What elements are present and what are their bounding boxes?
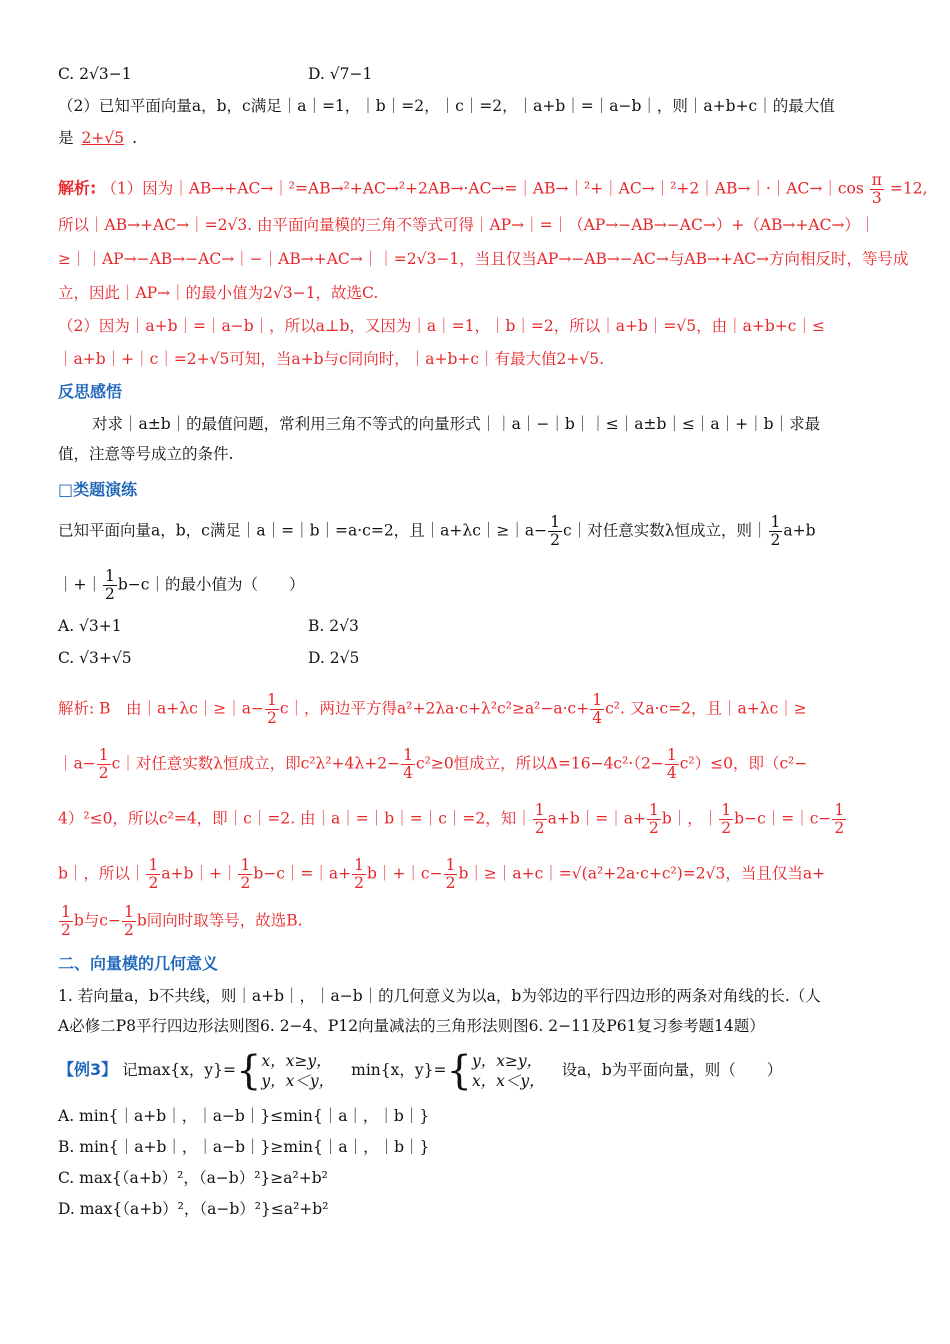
frac-den: 2: [98, 764, 109, 782]
question-2-answer: [58, 128, 892, 148]
practice-question-line-2: [58, 568, 892, 603]
reflection-text-2: 值，注意等号成立的条件.: [58, 445, 234, 463]
frac-quarter: [665, 747, 679, 782]
pq-text-c: a+b: [783, 521, 816, 540]
practice-solution-line-5: [58, 904, 892, 939]
frac-den: 2: [834, 819, 845, 837]
example-3-question: 设a，b为平面向量，则（ ）: [561, 1061, 783, 1079]
ps-text: c². 又a·c=2，且｜a+λc｜≥: [605, 699, 807, 718]
practice-option-d: D. 2√5: [308, 649, 360, 667]
answer-value: 2+√5: [81, 129, 125, 147]
practice-option-c: C. √3+√5: [58, 649, 132, 667]
frac-num: 1: [770, 513, 781, 531]
ps-text: 解析: B 由｜a+λc｜≥｜a−: [58, 699, 264, 718]
solution-line-6: ｜a+b｜+｜c｜=2+√5可知，当a+b与c同向时，｜a+b+c｜有最大值2+√5.: [58, 350, 605, 368]
example-3-option-d: D. max{（a+b）²，（a−b）²}≤a²+b²: [58, 1200, 329, 1218]
frac-den: 2: [445, 874, 456, 892]
section-2-text-2: A必修二P8平行四边形法则图6. 2−4、P12向量减法的三角形法则图6. 2−11及P61复习参考题14题）: [58, 1017, 765, 1035]
frac-half: [103, 568, 117, 603]
case-line: x，x＜y，: [471, 1072, 545, 1090]
frac-num: 1: [61, 903, 71, 921]
practice-solution-line-3: [58, 802, 892, 837]
example-3-option-c: C. max{（a+b）²，（a−b）²}≥a²+b²: [58, 1169, 328, 1187]
frac-num: 1: [721, 801, 732, 819]
frac-half: [122, 904, 136, 939]
left-brace: {: [446, 1048, 472, 1094]
example-3-min-def: min{x，y}=: [351, 1061, 447, 1079]
frac-den: 2: [721, 819, 732, 837]
frac-half: [533, 802, 547, 837]
frac-half: [352, 857, 366, 892]
frac-half: [832, 802, 846, 837]
solution-label: 解析:: [58, 178, 97, 198]
example-3-label: 【例3】: [58, 1060, 118, 1079]
ps-text: ｜a−: [58, 754, 96, 773]
frac-num: 1: [403, 746, 413, 764]
ps-text: b｜，所以｜: [58, 864, 146, 883]
frac-den: 2: [267, 709, 277, 727]
frac-num: 1: [267, 691, 277, 709]
ps-text: b−c｜=｜a+: [253, 864, 352, 883]
frac-den: 2: [354, 874, 365, 892]
frac-half: [769, 514, 783, 549]
frac-den: 2: [648, 819, 659, 837]
pq-text-b: c｜对任意实数λ恒成立，则｜: [563, 521, 768, 540]
frac-num: 1: [834, 801, 845, 819]
frac-den: 2: [770, 531, 781, 549]
frac-den: 2: [105, 585, 115, 603]
ps-text: b同向时取等号，故选B.: [136, 911, 303, 930]
practice-options-row-1: [58, 616, 892, 636]
left-brace: {: [235, 1048, 262, 1094]
ps-text: c²≥0恒成立，所以Δ=16−4c²·（2−: [415, 754, 664, 773]
solution-line-5: （2）因为｜a+b｜=｜a−b｜，所以a⊥b，又因为｜a｜=1，｜b｜=2，所以｜a+b｜=√5，由｜a+b+c｜≤: [58, 317, 825, 335]
min-cases: [472, 1051, 545, 1091]
ps-text: b｜+｜c−: [367, 864, 443, 883]
frac-den: 2: [550, 531, 561, 549]
ps-text: b与c−: [73, 911, 121, 930]
practice-options-row-2: [58, 648, 892, 668]
frac-half: [647, 802, 661, 837]
section-2-heading: 二、向量模的几何意义: [58, 954, 219, 973]
solution-line-4: 立，因此｜AP→｜的最小值为2√3−1，故选C.: [58, 284, 379, 302]
frac-den: 2: [148, 874, 159, 892]
frac-num: 1: [240, 856, 251, 874]
frac-num: 1: [445, 856, 456, 874]
frac-den: 2: [534, 819, 545, 837]
option-d-text: D. √7−1: [308, 65, 373, 83]
section-reflection-heading: 反思感悟: [58, 382, 123, 401]
example-3-option-a: A. min{｜a+b｜，｜a−b｜}≤min{｜a｜，｜b｜}: [58, 1107, 430, 1125]
ps-text: b｜，｜: [661, 809, 719, 828]
solution-line-2: 所以｜AB→+AC→｜=2√3. 由平面向量模的三角不等式可得｜AP→｜=｜（AP→−AB→−AC→）+（AB→+AC→）｜: [58, 216, 876, 234]
frac-half: [265, 692, 279, 727]
section-2-text-1: 1. 若向量a，b不共线，则｜a+b｜，｜a−b｜的几何意义为以a，b为邻边的平行四边形的两条对角线的长.（人: [58, 987, 821, 1005]
frac-den: 2: [240, 874, 251, 892]
frac-half: [548, 514, 562, 549]
solution-line-3: ≥｜｜AP→−AB→−AC→｜−｜AB→+AC→｜｜=2√3−1，当且仅当AP→−AB→−AC→与AB→+AC→方向相反时，等号成: [58, 250, 909, 268]
example-3-option-b: B. min{｜a+b｜，｜a−b｜}≥min{｜a｜，｜b｜}: [58, 1138, 430, 1156]
frac-num: π: [871, 171, 882, 189]
solution-text-1b: =12,: [889, 179, 928, 198]
pq-text-a: 已知平面向量a，b，c满足｜a｜=｜b｜=a·c=2，且｜a+λc｜≥｜a−: [58, 521, 548, 540]
frac-num: 1: [105, 567, 115, 585]
ps-text: b｜≥｜a+c｜=√(a²+2a·c+c²)=2√3，当且仅当a+: [458, 864, 826, 883]
frac-den: 2: [61, 921, 71, 939]
frac-num: 1: [98, 746, 109, 764]
frac-num: 1: [354, 856, 365, 874]
ps-text: b−c｜=｜c−: [734, 809, 832, 828]
ps-text: a+b｜+｜: [161, 864, 238, 883]
frac-half: [719, 802, 733, 837]
section-practice-heading: □类题演练: [58, 480, 138, 499]
pq-text-d: ｜+｜: [58, 575, 102, 594]
frac-den: 4: [403, 764, 413, 782]
frac-half: [146, 857, 160, 892]
frac-num: 1: [534, 801, 545, 819]
frac-num: 1: [592, 691, 603, 709]
practice-question-line-1: [58, 514, 892, 549]
frac-quarter: [590, 692, 604, 727]
frac-num: 1: [550, 513, 561, 531]
max-cases: [261, 1051, 334, 1091]
frac-num: 1: [666, 746, 677, 764]
practice-option-b: B. 2√3: [308, 617, 359, 635]
ps-text: c²）≤0，即（c²−: [679, 754, 808, 773]
frac-half: [444, 857, 458, 892]
answer-suffix: .: [132, 129, 138, 147]
practice-solution-line-2: [58, 747, 892, 782]
frac-half: [97, 747, 111, 782]
frac-half: [59, 904, 73, 939]
option-c-text: C. 2√3−1: [58, 65, 132, 83]
practice-solution-line-4: [58, 857, 892, 892]
solution-text-1: （1）因为｜AB→+AC→｜²=AB→²+AC→²+2AB→·AC→=｜AB→｜²+｜AC→｜²+2｜AB→｜·｜AC→｜cos: [101, 179, 864, 198]
frac-den: 4: [592, 709, 603, 727]
ps-text: 4）²≤0，所以c²=4，即｜c｜=2. 由｜a｜=｜b｜=｜c｜=2，知｜: [58, 809, 532, 828]
case-line: y，x≥y，: [471, 1052, 543, 1070]
option-c-prev: [58, 64, 892, 84]
frac-num: 1: [648, 801, 659, 819]
case-line: y，x＜y，: [261, 1072, 335, 1090]
solution-line-1: [58, 171, 928, 207]
frac-num: 1: [123, 903, 134, 921]
ps-text: a+b｜=｜a+: [547, 809, 646, 828]
frac-den: 2: [123, 921, 134, 939]
frac-den: 4: [666, 764, 677, 782]
practice-option-a: A. √3+1: [58, 617, 122, 635]
frac-num: 1: [148, 856, 159, 874]
ps-text: c｜，两边平方得a²+2λa·c+λ²c²≥a²−a·c+: [279, 699, 590, 718]
frac-den: 3: [871, 189, 882, 207]
practice-solution-line-1: [58, 692, 892, 727]
reflection-text-1: 对求｜a±b｜的最值问题，常利用三角不等式的向量形式｜｜a｜−｜b｜｜≤｜a±b｜≤｜a｜+｜b｜求最: [92, 415, 821, 433]
example-3: [58, 1048, 892, 1092]
example-3-max-def: 记max{x，y}=: [122, 1061, 236, 1079]
pq-text-e: b−c｜的最小值为（ ）: [117, 575, 305, 594]
pi-over-3: [870, 172, 884, 207]
case-line: x，x≥y，: [261, 1052, 332, 1070]
answer-prefix: 是: [58, 129, 74, 147]
question-2: （2）已知平面向量a，b，c满足｜a｜=1，｜b｜=2，｜c｜=2，｜a+b｜=｜a−b｜，则｜a+b+c｜的最大值: [58, 97, 835, 115]
ps-text: c｜对任意实数λ恒成立，即c²λ²+4λ+2−: [111, 754, 401, 773]
frac-half: [238, 857, 252, 892]
frac-quarter: [401, 747, 415, 782]
